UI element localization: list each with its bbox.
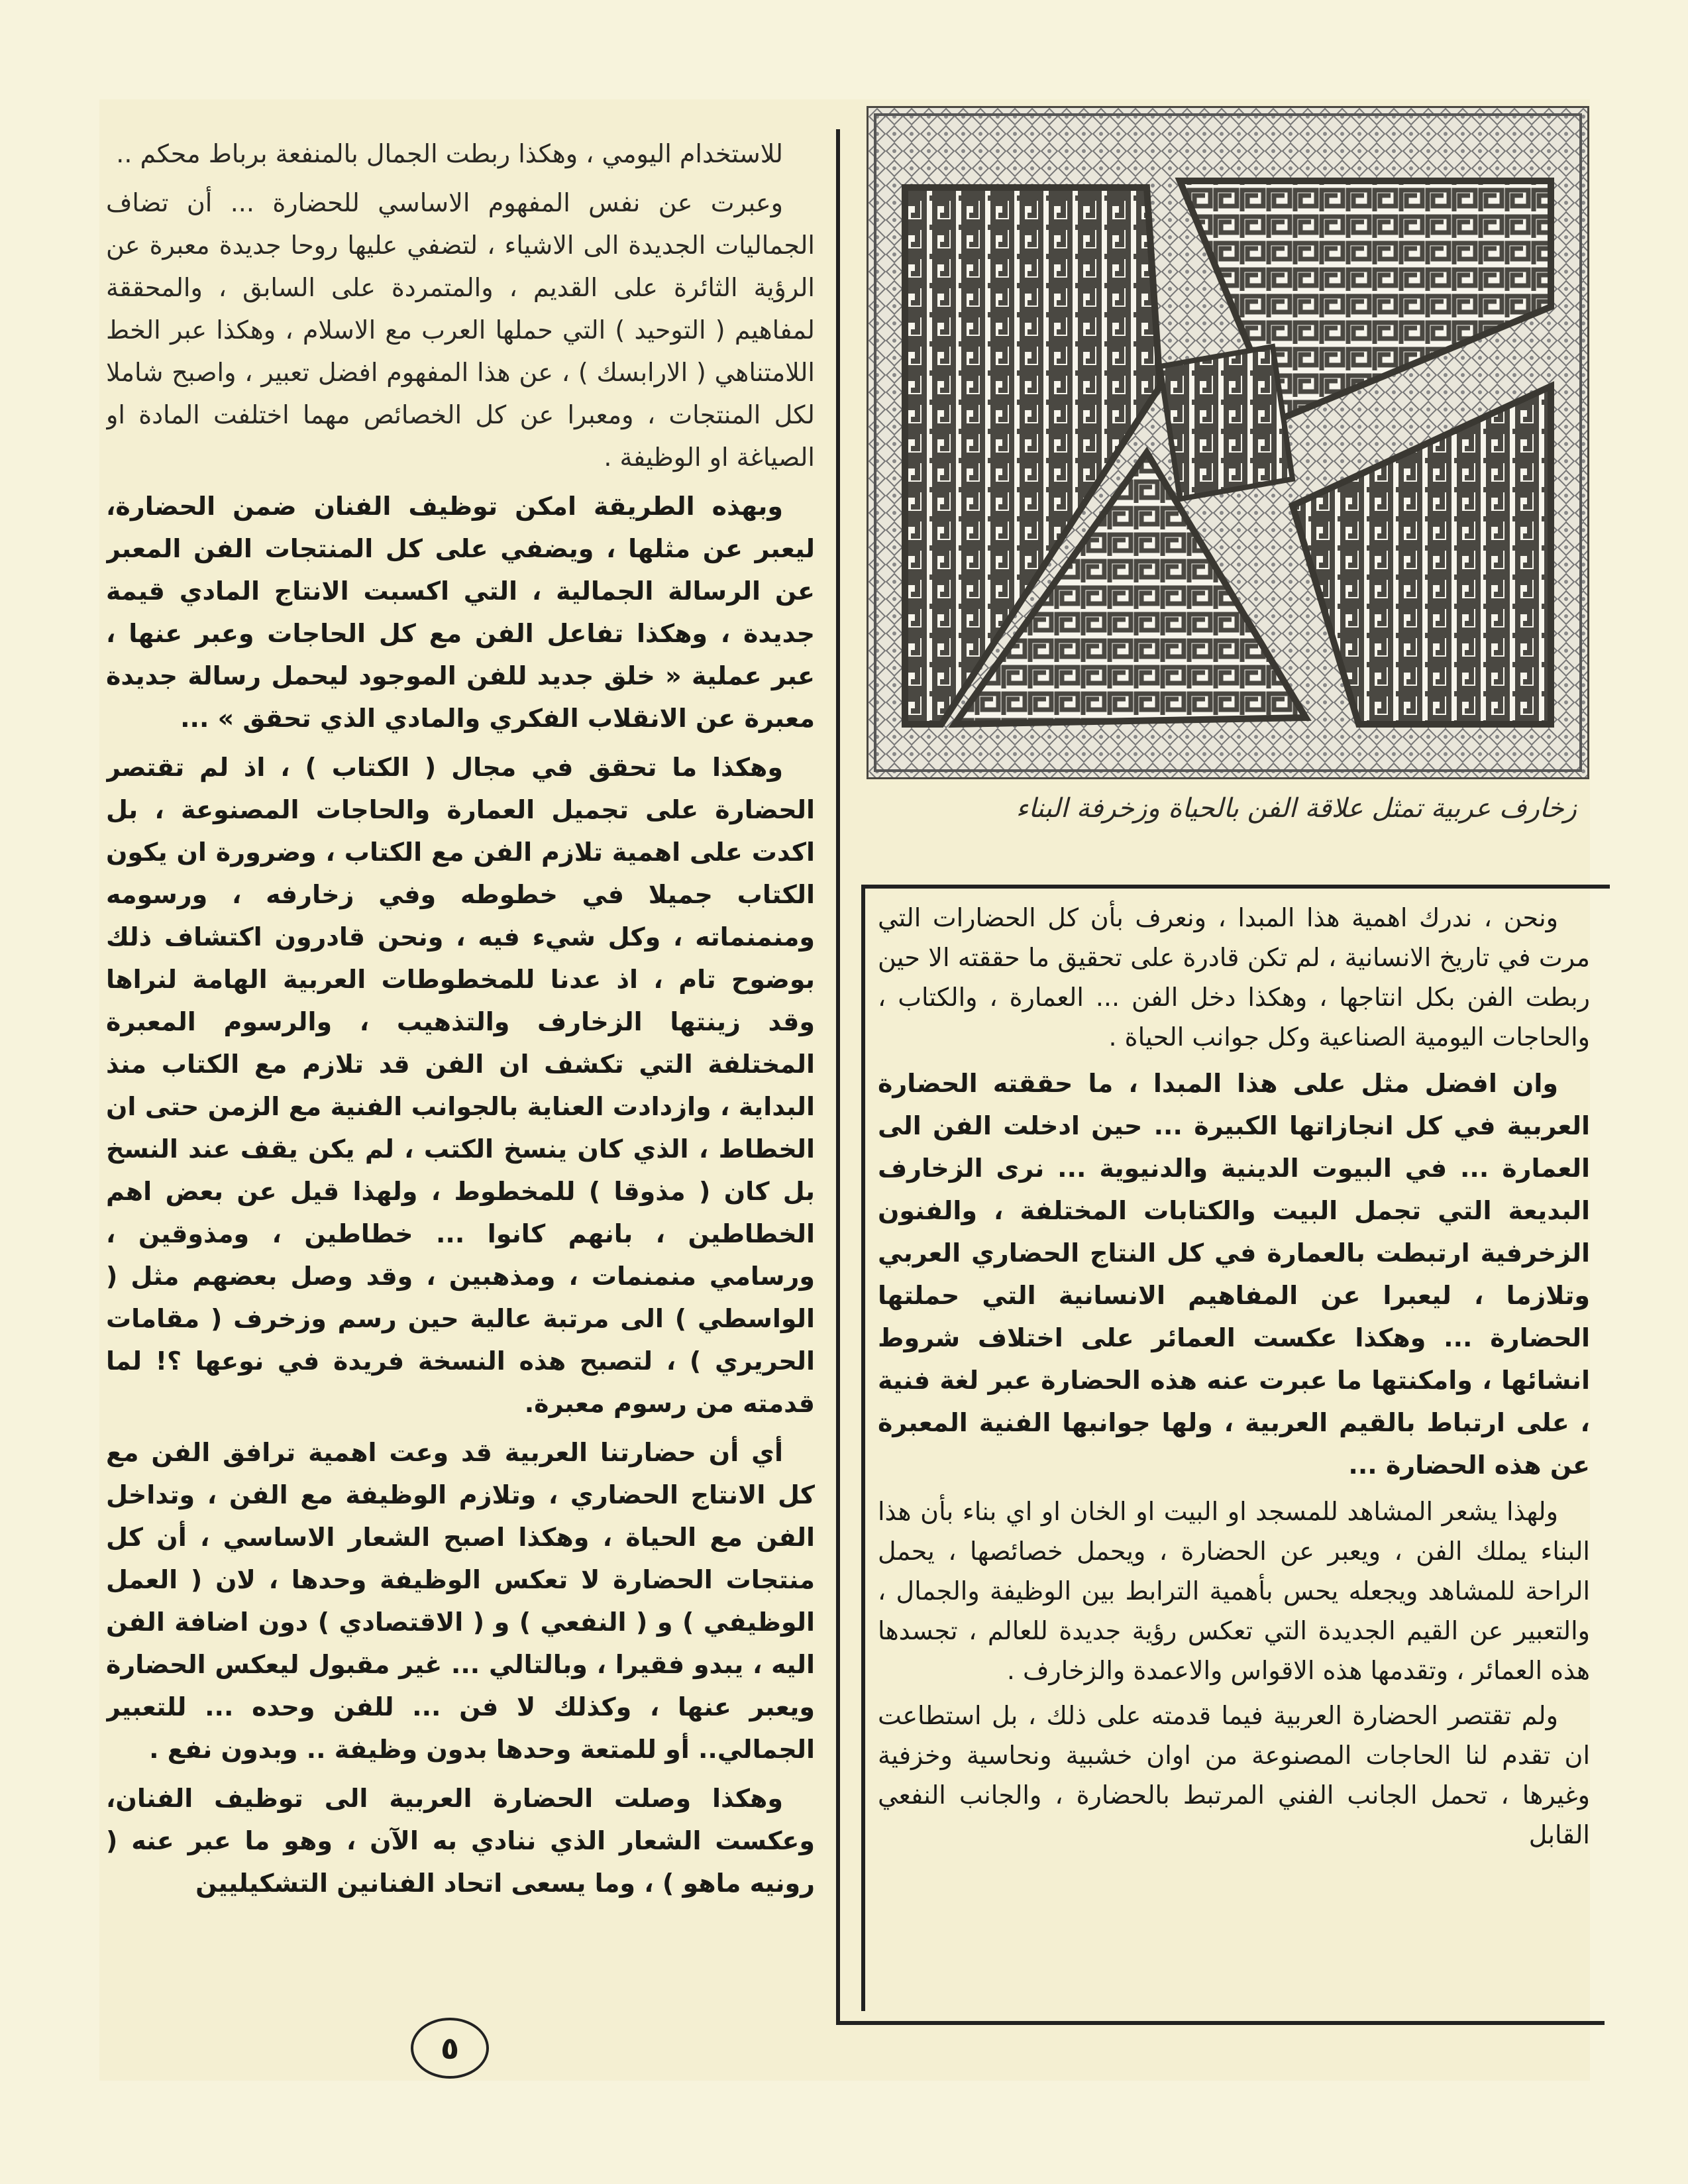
right-column [878, 898, 1590, 2018]
paragraph: وهكذا ما تحقق في مجال ( الكتاب ) ، اذ لم تقتصر الحضارة على تجميل العمارة والحاجات المصنوعة ، بل اكدت على اهمية تلازم الفن مع الكتاب ، وضرورة ان يكون الكتاب جميلا في خطوطه وفي زخارفه ، ورسومه ومنمنماته ، وكل شيء فيه ، ونحن قادرون اكتشاف ذلك بوضوح تام ، اذ عدنا للمخطوطات العربية الهامة لنراها وقد زينتها الزخارف والتذهيب ، والرسوم المعبرة المختلفة التي تكشف ان الفن قد تلازم مع الكتاب منذ البداية ، وازدادت العناية بالجوانب الفنية مع الزمن حتى ان الخطاط ، الذي كان ينسخ الكتب ، لم يكن يقف عند النسخ بل كان ( مذوقا ) للمخطوط ، ولهذا قيل عن بعض اهم الخطاطين ، بانهم كانوا ... خطاطين ، ومذوقين ، ورسامي منمنمات ، ومذهبين ، وقد وصل بعضهم مثل ( الواسطي ) الى مرتبة عالية حين رسم وزخرف ( مقامات الحريري ) ، لتصبح هذه النسخة فريدة في نوعها ؟! لما قدمته من رسوم معبرة. [106, 753, 815, 1418]
paragraph: ونحن ، ندرك اهمية هذا المبدا ، ونعرف بأن كل الحضارات التي مرت في تاريخ الانسانية ، لم تكن قادرة على تحقيق ما حققته الا حين ربطت الفن بكل انتاجها ، وهكذا دخل الفن ... العمارة ، والكتاب ، والحاجات اليومية الصناعية وكل جوانب الحياة . [878, 903, 1590, 1052]
paragraph: أي أن حضارتنا العربية قد وعت اهمية ترافق الفن مع كل الانتاج الحضاري ، وتلازم الوظيفة مع الفن ، وتداخل الفن مع الحياة ، وهكذا اصبح الشعار الاساسي ، أن كل منتجات الحضارة لا تعكس الوظيفة وحدها ، لان ( العمل الوظيفي ) و ( النفعي ) و ( الاقتصادي ) دون اضافة الفن اليه ، يبدو فقيرا ، وبالتالي ... غير مقبول ليعكس الحضارة ويعبر عنها ، وكذلك لا فن ... للفن وحده ... للتعبير الجمالي.. أو للمتعة وحدها بدون وظيفة .. وبدون نفع . [106, 1438, 815, 1764]
paragraph: للاستخدام اليومي ، وهكذا ربطت الجمال بالمنفعة برباط محكم .. [116, 139, 783, 168]
paragraph: وبهذه الطريقة امكن توظيف الفنان ضمن الحضارة، ليعبر عن مثلها ، ويضفي على كل المنتجات الفن المعبر عن الرسالة الجمالية ، التي اكسبت الانتاج المادي قيمة جديدة ، وهكذا تفاعل الفن مع كل الحاجات وعبر عنها ، عبر عملية « خلق جديد للفن الموجود ليحمل رسالة جديدة معبرة عن الانقلاب الفكري والمادي الذي تحقق » ... [106, 492, 815, 733]
left-column [106, 133, 815, 1975]
page-number: ٥ [411, 2018, 489, 2079]
kufic-ornament-icon [869, 108, 1587, 777]
paragraph: ولهذا يشعر المشاهد للمسجد او البيت او الخان او اي بناء بأن هذا البناء يملك الفن ، ويعبر عن الحضارة ، ويحمل خصائصها ، يحمل الراحة للمشاهد ويجعله يحس بأهمية الترابط بين الوظيفة والجمال ، والتعبير عن القيم الجديدة التي تعكس رؤية جديدة للعالم ، تجسدها هذه العمائر ، وتقدمها هذه الاقواس والاعمدة والزخارف . [878, 1497, 1590, 1685]
frame-border-bottom [836, 2021, 1605, 2025]
frame-border-left [836, 129, 840, 2024]
paragraph: ولم تقتصر الحضارة العربية فيما قدمته على ذلك ، بل استطاعت ان تقدم لنا الحاجات المصنوعة من اوان خشبية ونحاسية وخزفية وغيرها ، تحمل الجانب الفني المرتبط بالحضارة ، والجانب النفعي القابل [878, 1701, 1590, 1849]
paragraph: وهكذا وصلت الحضارة العربية الى توظيف الفنان، وعكست الشعار الذي ننادي به الآن ، وهو ما عبر عنه ( رونيه ماهو ) ، وما يسعى اتحاد الفنانين التشكيليين [106, 1784, 815, 1898]
text-box-border-left [861, 885, 865, 2011]
figure-caption: زخارف عربية تمثل علاقة الفن بالحياة وزخرفة البناء [1016, 793, 1577, 824]
arabic-ornament-image [867, 106, 1589, 779]
text-box-border-top [861, 885, 1610, 889]
paragraph: وان افضل مثل على هذا المبدا ، ما حققته الحضارة العربية في كل انجازاتها الكبيرة ... حين ادخلت الفن الى العمارة ... في البيوت الدينية والدنيوية ... نرى الزخارف البديعة التي تجمل البيت والكتابات المختلفة ، والفنون الزخرفية ارتبطت بالعمارة في كل النتاج الحضاري العربي وتلازما ، ليعبرا عن المفاهيم الانسانية التي حملتها الحضارة ... وهكذا عكست العمائر على اختلاف شروط انشائها ، وامكنتها ما عبرت عنه هذه الحضارة عبر لغة فنية ، على ارتباط بالقيم العربية ، ولها جوانبها الفنية المعبرة عن هذه الحضارة ... [878, 1069, 1590, 1480]
paragraph: وعبرت عن نفس المفهوم الاساسي للحضارة ... أن تضاف الجماليات الجديدة الى الاشياء ، لتضفي عليها روحا جديدة معبرة عن الرؤية الثائرة على القديم ، والمتمردة على السابق ، والمحققة لمفاهيم ( التوحيد ) التي حملها العرب مع الاسلام ، وهكذا عبر الخط اللامتناهي ( الارابسك ) ، عن هذا المفهوم افضل تعبير ، واصبح شاملا لكل المنتجات ، ومعبرا عن كل الخصائص مهما اختلفت المادة او الصياغة او الوظيفة . [106, 188, 815, 472]
